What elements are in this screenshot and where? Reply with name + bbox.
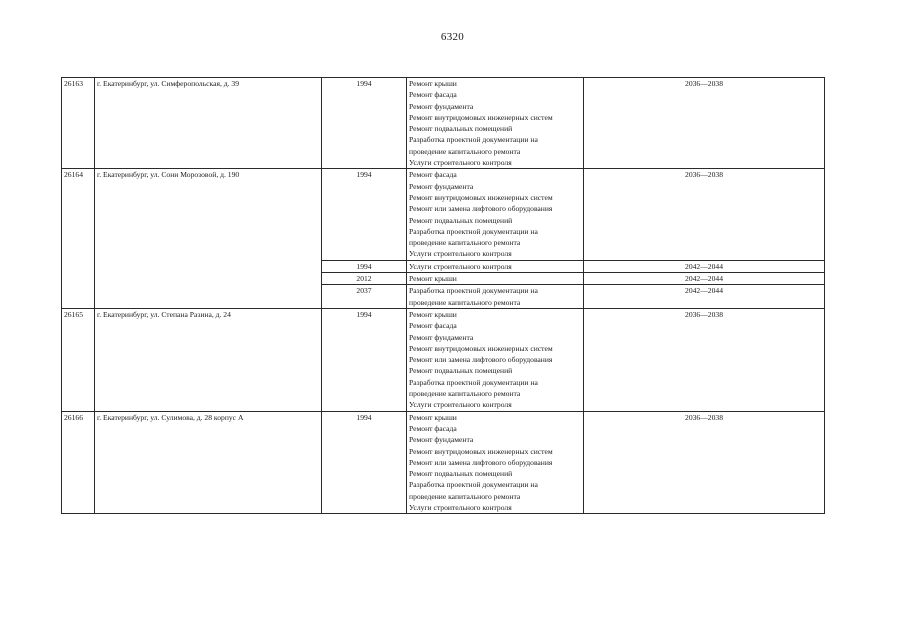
work-item: Ремонт крыши bbox=[409, 274, 457, 284]
table-row bbox=[62, 411, 825, 514]
work-item: Разработка проектной документации на bbox=[409, 286, 538, 296]
work-item: проведение капитального ремонта bbox=[409, 146, 521, 156]
period-cell: 2042—2044 bbox=[584, 260, 825, 272]
work-item: Услуги строительного контроля bbox=[409, 249, 512, 259]
work-item: Ремонт фундамента bbox=[409, 332, 474, 342]
year-cell: 1994 bbox=[322, 308, 407, 411]
work-item: Ремонт крыши bbox=[409, 412, 457, 422]
work-item: проведение капитального ремонта bbox=[409, 491, 521, 501]
table-row bbox=[62, 78, 825, 169]
works-cell bbox=[407, 260, 584, 272]
work-item: Ремонт крыши bbox=[409, 79, 457, 88]
year-cell: 1994 bbox=[322, 78, 407, 169]
work-item: Ремонт фундамента bbox=[409, 181, 474, 191]
year-cell: 1994 bbox=[322, 260, 407, 272]
year-cell: 1994 bbox=[322, 169, 407, 260]
object-number: 26166 bbox=[62, 411, 95, 514]
page-number: 6320 bbox=[440, 31, 465, 43]
works-cell bbox=[407, 169, 584, 260]
work-item: Ремонт внутридомовых инженерных систем bbox=[409, 192, 553, 202]
work-item: Разработка проектной документации на bbox=[409, 480, 538, 490]
object-number: 26163 bbox=[62, 78, 95, 169]
work-item: Услуги строительного контроля bbox=[409, 158, 512, 168]
year-cell: 2037 bbox=[322, 285, 407, 309]
period-cell: 2042—2044 bbox=[584, 273, 825, 285]
work-item: проведение капитального ремонта bbox=[409, 238, 521, 248]
work-item: Ремонт фасада bbox=[409, 423, 457, 433]
object-address: г. Екатеринбург, ул. Сулимова, д. 28 корпус А bbox=[95, 411, 322, 514]
work-item: проведение капитального ремонта bbox=[409, 389, 521, 399]
work-item: Ремонт или замена лифтового оборудования bbox=[409, 204, 553, 214]
object-number: 26164 bbox=[62, 169, 95, 309]
work-item: Ремонт подвальных помещений bbox=[409, 469, 513, 479]
work-item: Ремонт подвальных помещений bbox=[409, 124, 513, 134]
work-item: Ремонт подвальных помещений bbox=[409, 215, 513, 225]
work-item: Ремонт внутридомовых инженерных систем bbox=[409, 446, 553, 456]
object-address: г. Екатеринбург, ул. Сони Морозовой, д. 190 bbox=[95, 169, 322, 309]
work-item: Разработка проектной документации на bbox=[409, 135, 538, 145]
work-item: Ремонт фасада bbox=[409, 170, 457, 180]
period-cell: 2036—2038 bbox=[584, 169, 825, 260]
period-cell: 2036—2038 bbox=[584, 411, 825, 514]
capital-repair-table bbox=[61, 77, 825, 514]
work-item: Ремонт фасада bbox=[409, 321, 457, 331]
table-row bbox=[62, 308, 825, 411]
works-cell bbox=[407, 285, 584, 309]
period-cell: 2036—2038 bbox=[584, 308, 825, 411]
work-item: Ремонт внутридомовых инженерных систем bbox=[409, 112, 553, 122]
work-item: Ремонт внутридомовых инженерных систем bbox=[409, 343, 553, 353]
works-cell bbox=[407, 411, 584, 514]
work-item: Разработка проектной документации на bbox=[409, 377, 538, 387]
work-item: Ремонт крыши bbox=[409, 309, 457, 319]
works-cell bbox=[407, 78, 584, 169]
period-cell: 2036—2038 bbox=[584, 78, 825, 169]
period-cell: 2042—2044 bbox=[584, 285, 825, 309]
work-item: Ремонт фундамента bbox=[409, 435, 474, 445]
works-cell bbox=[407, 308, 584, 411]
work-item: Разработка проектной документации на bbox=[409, 226, 538, 236]
work-item: Ремонт подвальных помещений bbox=[409, 366, 513, 376]
work-item: проведение капитального ремонта bbox=[409, 297, 521, 307]
work-item: Ремонт или замена лифтового оборудования bbox=[409, 457, 553, 467]
year-cell: 1994 bbox=[322, 411, 407, 514]
work-item: Ремонт фундамента bbox=[409, 101, 474, 111]
work-item: Ремонт или замена лифтового оборудования bbox=[409, 355, 553, 365]
table-row bbox=[62, 169, 825, 260]
work-item: Услуги строительного контроля bbox=[409, 502, 512, 512]
work-item: Услуги строительного контроля bbox=[409, 400, 512, 410]
object-address: г. Екатеринбург, ул. Симферопольская, д. 39 bbox=[95, 78, 322, 169]
table-body bbox=[62, 78, 825, 514]
work-item: Ремонт фасада bbox=[409, 90, 457, 100]
work-item: Услуги строительного контроля bbox=[409, 261, 512, 271]
object-address: г. Екатеринбург, ул. Степана Разина, д. 24 bbox=[95, 308, 322, 411]
year-cell: 2012 bbox=[322, 273, 407, 285]
object-number: 26165 bbox=[62, 308, 95, 411]
works-cell bbox=[407, 273, 584, 285]
